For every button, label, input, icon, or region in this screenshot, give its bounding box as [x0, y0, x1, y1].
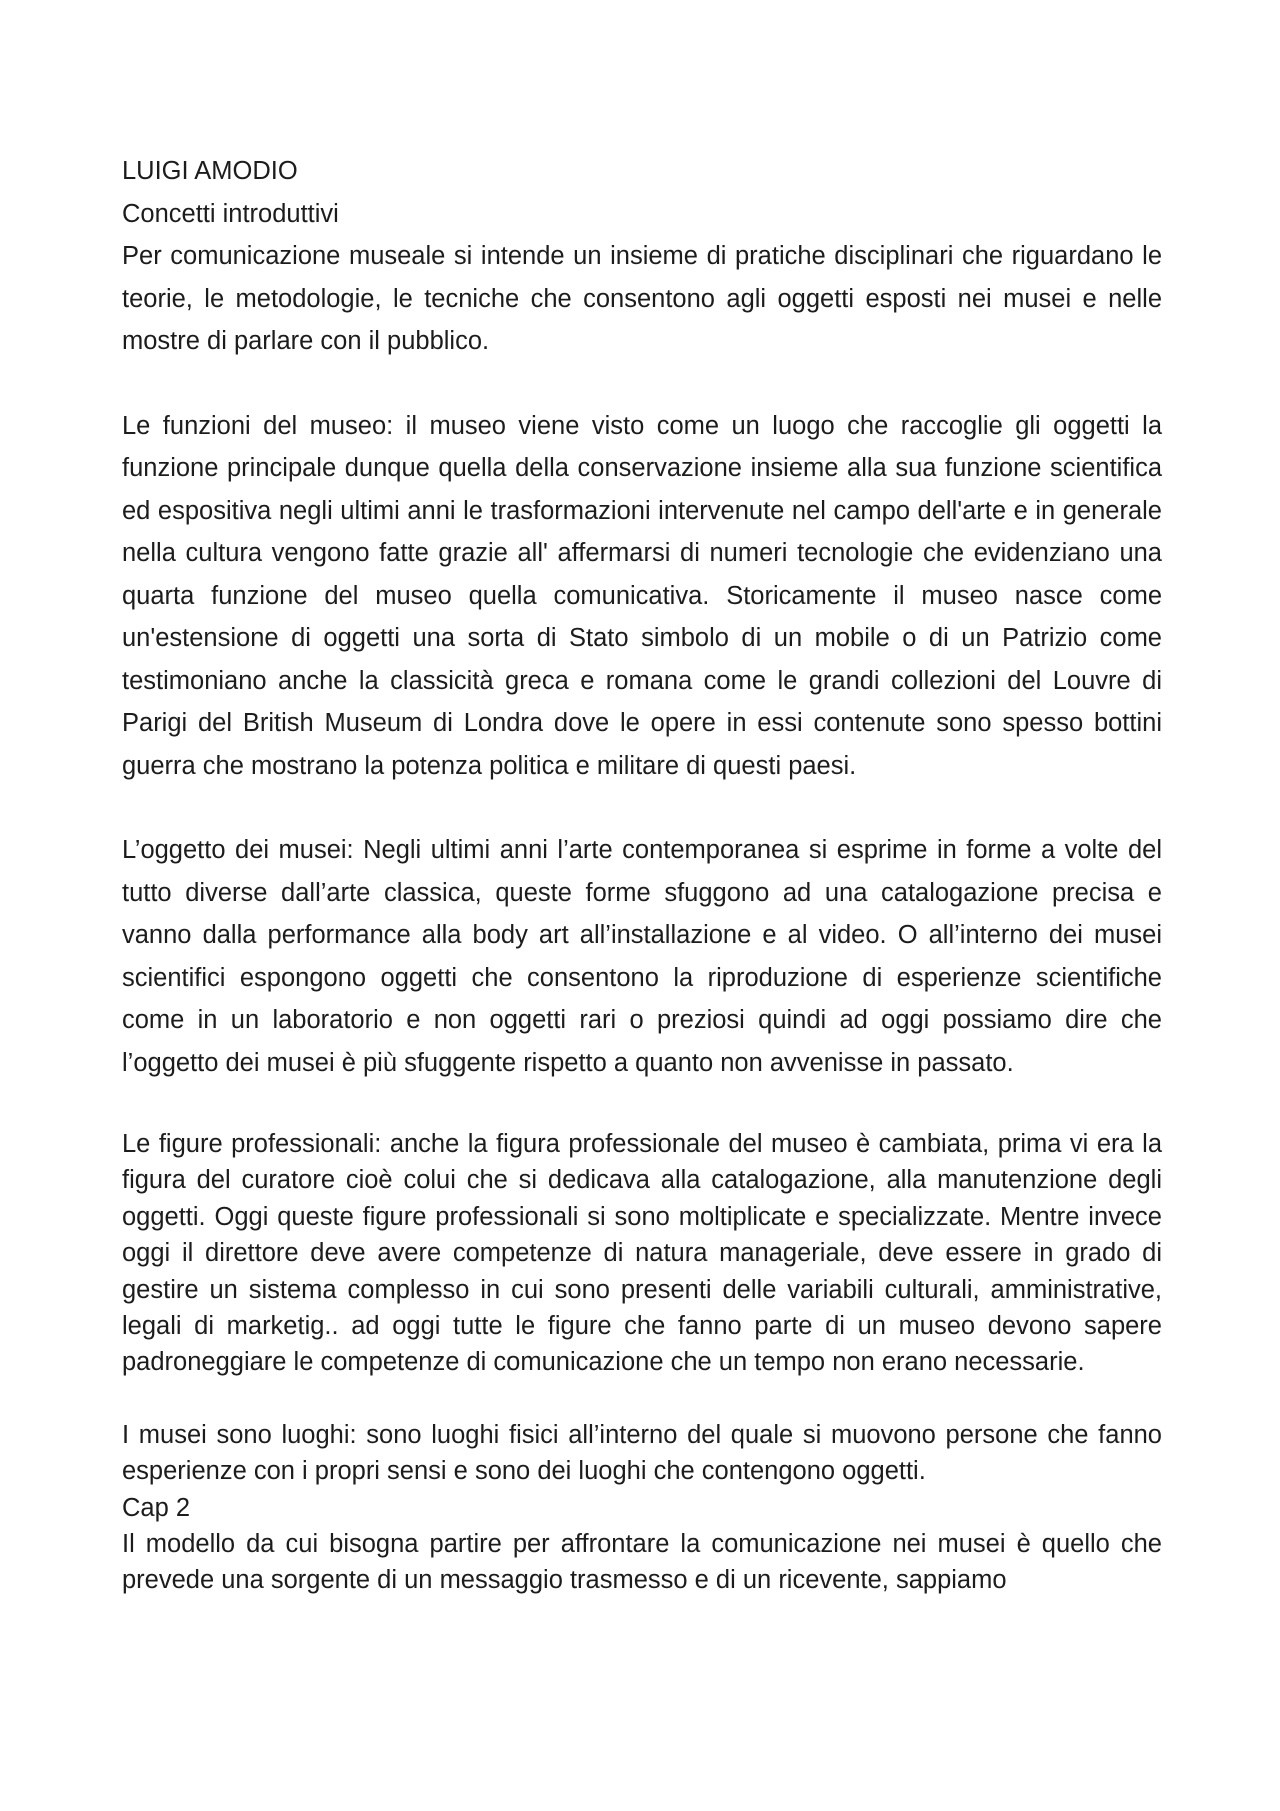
paragraph-funzioni-museo: Le funzioni del museo: il museo viene visto come un luogo che raccoglie gli oggetti la funzione principale dunque quella della conservazione insieme alla sua funzione scientifica ed espositiva negli ultimi anni le trasformazioni intervenute nel campo dell'arte e in generale nella cultura vengono fatte grazie all' affermarsi di numeri tecnologie che evidenziano una quarta funzione del museo quella comunicativa. Storicamente il museo nasce come un'estensione di oggetti una sorta di Stato simbolo di un mobile o di un Patrizio come testimoniano anche la classicità greca e romana come le grandi collezioni del Louvre di Parigi del British Museum di Londra dove le opere in essi contenute sono spesso bottini guerra che mostrano la potenza politica e militare di questi paesi. [122, 411, 1162, 780]
author-name: LUIGI AMODIO [122, 157, 298, 185]
section-title: Concetti introduttivi [122, 199, 339, 228]
paragraph-musei-luoghi: I musei sono luoghi: sono luoghi fisici all’interno del quale si muovono persone che fanno esperienze con i propri sensi e sono dei luoghi che contengono oggetti. [122, 1420, 1162, 1486]
paragraph-oggetto-musei: L’oggetto dei musei: Negli ultimi anni l’arte contemporanea si esprime in forme a volte del tutto diverse dall’arte classica, queste forme sfuggono ad una catalogazione precisa e vanno dalla performance alla body art all’installazione e al video. O all’interno dei musei scientifici espongono oggetti che consentono la riproduzione di esperienze scientifiche come in un laboratorio e non oggetti rari o preziosi quindi ad oggi possiamo dire che l’oggetto dei musei è più sfuggente rispetto a quanto non avvenisse in passato. [122, 836, 1162, 1077]
paragraph-figure-professionali: Le figure professionali: anche la figura professionale del museo è cambiata, prima vi era la figura del curatore cioè colui che si dedicava alla catalogazione, alla manutenzione degli oggetti. Oggi queste figure professionali si sono moltiplicate e specializzate. Mentre invece oggi il direttore deve avere competenze di natura manageriale, deve essere in grado di gestire un sistema complesso in cui sono presenti delle variabili culturali, amministrative, legali di marketig.. ad oggi tutte le figure che fanno parte di un museo devono sapere padroneggiare le competenze di comunicazione che un tempo non erano necessarie. [122, 1130, 1162, 1377]
chapter-label: Cap 2 [122, 1493, 191, 1522]
document-page [122, 150, 1162, 1599]
paragraph-intro: Per comunicazione museale si intende un insieme di pratiche disciplinari che riguardano le teorie, le metodologie, le tecniche che consentono agli oggetti esposti nei musei e nelle mostre di parlare con il pubblico. [122, 242, 1162, 355]
paragraph-cap-2: Il modello da cui bisogna partire per affrontare la comunicazione nei musei è quello che prevede una sorgente di un messaggio trasmesso e di un ricevente, sappiamo [122, 1530, 1162, 1595]
